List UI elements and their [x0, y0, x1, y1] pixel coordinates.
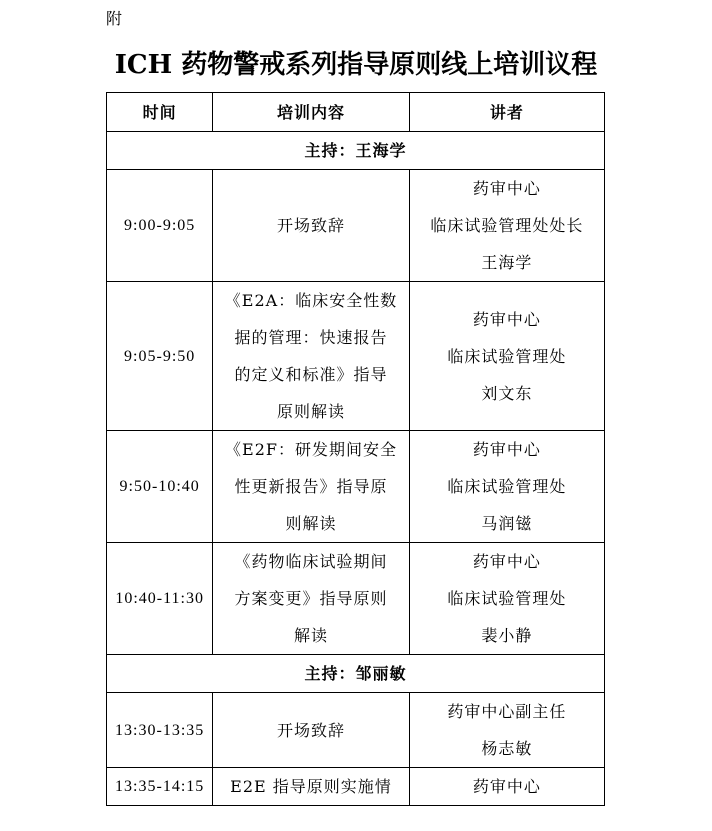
speaker-line: 王海学 — [481, 253, 533, 272]
session-time: 10:40-11:30 — [107, 543, 213, 655]
session-time: 13:30-13:35 — [107, 693, 213, 768]
speaker-line: 药审中心 — [472, 552, 541, 571]
speaker-line: 临床试验管理处 — [447, 346, 567, 366]
session-content — [213, 282, 409, 431]
header-speaker: 讲者 — [409, 93, 604, 132]
speaker-line: 裴小静 — [481, 626, 533, 645]
session-time: 9:00-9:05 — [107, 170, 213, 282]
session-speaker — [409, 170, 604, 282]
table-row — [107, 543, 605, 655]
table-row — [107, 282, 605, 431]
speaker-line: 临床试验管理处 — [447, 477, 567, 496]
content-line: 《E2A：临床安全性数 — [224, 291, 398, 310]
table-row — [107, 768, 605, 806]
speaker-line: 药审中心 — [472, 777, 541, 796]
content-line: 原则解读 — [276, 402, 345, 421]
header-time: 时间 — [107, 93, 213, 132]
speaker-line: 临床试验管理处 — [447, 589, 567, 608]
content-line: 解读 — [293, 626, 328, 645]
speaker-line: 刘文东 — [481, 383, 533, 403]
content-line: 开场致辞 — [276, 720, 345, 740]
attachment-label: 附 — [106, 9, 123, 28]
table-row — [107, 693, 605, 768]
content-line: E2E 指导原则实施情 — [230, 777, 392, 796]
session-speaker — [409, 543, 604, 655]
content-line: 性更新报告》指导原 — [234, 477, 388, 496]
table-row — [107, 431, 605, 543]
content-line: 的定义和标准》指导 — [234, 365, 388, 384]
agenda-table — [106, 92, 605, 806]
header-content: 培训内容 — [213, 93, 409, 132]
session-speaker — [409, 768, 604, 806]
session-content — [213, 543, 409, 655]
session-time: 9:50-10:40 — [107, 431, 213, 543]
content-line: 开场致辞 — [276, 216, 345, 235]
agenda-body — [107, 132, 605, 806]
session-speaker — [409, 431, 604, 543]
speaker-line: 药审中心 — [472, 440, 541, 459]
host-row — [107, 655, 605, 693]
speaker-line: 药审中心 — [472, 309, 541, 329]
session-content — [213, 693, 409, 768]
speaker-line: 杨志敏 — [481, 739, 533, 758]
content-line: 据的管理：快速报告 — [234, 328, 388, 347]
content-line: 《E2F：研发期间安全 — [225, 440, 397, 459]
document-title: ICH 药物警戒系列指导原则线上培训议程 — [114, 50, 598, 80]
host-name: 主持：邹丽敏 — [107, 655, 605, 693]
content-line: 则解读 — [285, 514, 337, 533]
speaker-line: 药审中心 — [472, 179, 541, 198]
table-row — [107, 170, 605, 282]
speaker-line: 药审中心副主任 — [447, 702, 567, 721]
session-speaker — [409, 693, 604, 768]
host-row — [107, 132, 605, 170]
table-header-row — [107, 93, 605, 132]
host-name: 主持：王海学 — [107, 132, 605, 170]
session-time: 9:05-9:50 — [107, 282, 213, 431]
speaker-line: 马润镃 — [481, 514, 533, 533]
content-line: 方案变更》指导原则 — [234, 589, 388, 608]
speaker-line: 临床试验管理处处长 — [430, 216, 584, 235]
session-content — [213, 768, 409, 806]
session-speaker — [409, 282, 604, 431]
session-content — [213, 431, 409, 543]
content-line: 《药物临床试验期间 — [234, 552, 388, 571]
session-content — [213, 170, 409, 282]
session-time: 13:35-14:15 — [107, 768, 213, 806]
